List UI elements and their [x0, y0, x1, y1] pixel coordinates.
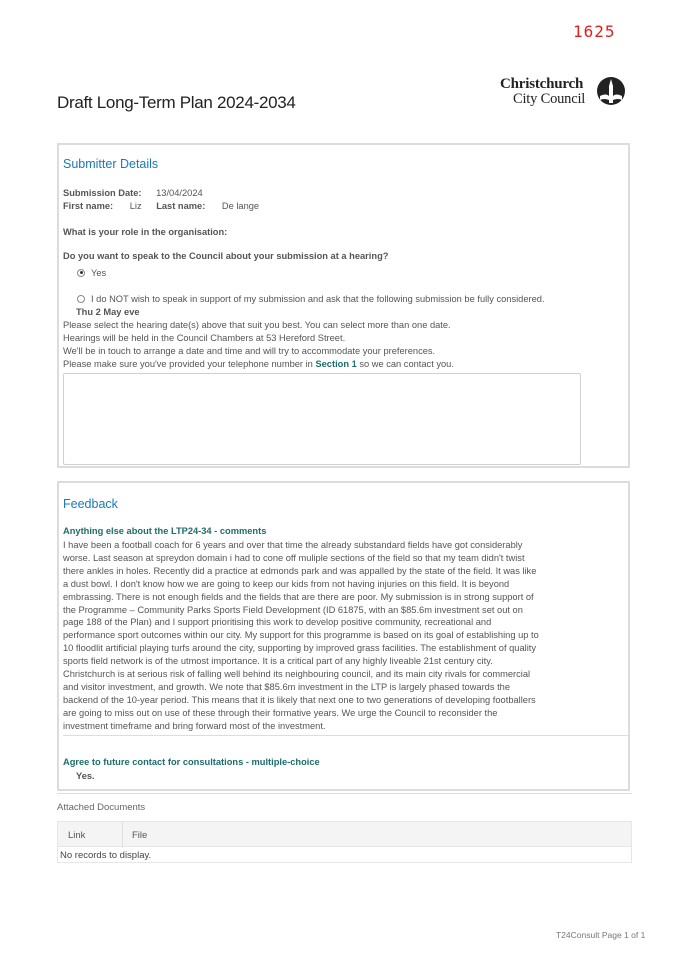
- submission-date-row: [63, 187, 203, 200]
- feedback-panel: [57, 481, 630, 791]
- comment-line: and visitor investment, and growth. We note that $85.6m investment in the LTP is largely phased towards the: [63, 681, 511, 692]
- comment-line: Christchurch is at serious risk of falling well behind its neighbouring council, and its main city rivals for commercial: [63, 669, 531, 680]
- comments-question-title: Anything else about the LTP24-34 - comments: [63, 526, 267, 536]
- comment-line: performance sport outcomes within our city. My support for this programme is based on its goal of establishing up to: [63, 630, 539, 641]
- page-title: Draft Long-Term Plan 2024-2034: [57, 93, 296, 112]
- comment-line: embrassing. There is not enough fields and the fields that are there are poor. My submission is in strong support of: [63, 591, 534, 602]
- radio-selected-icon[interactable]: [77, 269, 85, 277]
- name-row: [63, 200, 259, 213]
- last-name-label: Last name:: [156, 201, 206, 211]
- page-footer: T24Consult Page 1 of 1: [556, 930, 646, 940]
- comment-line: a dust bowl. I don't know how we are going to keep our kids from not having injuries on this field. It is beyond: [63, 578, 510, 589]
- comment-line: there ankles in holes. Recently did a practice at edmonds park and was appalled by the state of the field. It was like: [63, 565, 537, 576]
- comment-line: are going to miss out on use of these through their formative years. We urge the Council to reconsider the: [63, 707, 498, 718]
- submitter-details-panel: [57, 143, 630, 468]
- feedback-divider: [63, 735, 628, 736]
- comment-line: backend of the 10-year period. This means that it is likely that next one to two generations of developing footballers: [63, 694, 536, 705]
- info-line-4-post: so we can contact you.: [356, 359, 454, 369]
- info-line-4-pre: Please make sure you've provided your telephone number in: [63, 359, 316, 369]
- option-yes[interactable]: [77, 267, 106, 280]
- attachments-table-header: [57, 821, 632, 847]
- section-1-link[interactable]: Section 1: [315, 359, 357, 369]
- comment-line: the Programme – Community Parks Sports Field Development (ID 61875, with an $85.6m investment set out on: [63, 604, 523, 615]
- attachments-divider: [57, 793, 632, 794]
- comment-line: 10 floodlit artificial playing turfs around the city, supporting by improved grass facilities. The establishment of quality: [63, 643, 537, 654]
- col-link-header[interactable]: Link: [68, 830, 86, 841]
- info-line-4: [63, 358, 454, 371]
- first-name-value: Liz: [129, 201, 142, 211]
- council-logo: [500, 76, 630, 110]
- hearing-date: Thu 2 May eve: [76, 307, 140, 317]
- last-name-value: De lange: [221, 201, 260, 211]
- radio-unselected-icon[interactable]: [77, 295, 85, 303]
- future-contact-answer: Yes.: [76, 771, 95, 781]
- comments-answer: [63, 539, 575, 733]
- attachments-heading: Attached Documents: [57, 802, 146, 813]
- submission-date-label: Submission Date:: [63, 188, 142, 198]
- comment-line: investment timeframe and bring forward most of the investment.: [63, 720, 326, 731]
- column-separator: [122, 822, 123, 848]
- option-yes-label: Yes: [91, 268, 107, 278]
- comment-line: page 188 of the Plan) and I support prioritising this work to develop positive community, recreational and: [63, 617, 492, 628]
- hearing-comments-textbox[interactable]: [63, 373, 581, 465]
- no-records-row: No records to display.: [57, 847, 632, 863]
- role-question: What is your role in the organisation:: [63, 227, 228, 237]
- option-no[interactable]: [77, 293, 545, 306]
- logo-line-2: City Council: [513, 91, 586, 107]
- feedback-heading: Feedback: [63, 497, 118, 511]
- submission-date-value: 13/04/2024: [156, 188, 203, 198]
- option-no-label: I do NOT wish to speak in support of my submission and ask that the following submission be fully considered.: [91, 294, 545, 304]
- submitter-heading: Submitter Details: [63, 157, 159, 171]
- info-line-1: Please select the hearing date(s) above that suit you best. You can select more than one date.: [63, 320, 451, 330]
- comment-line: sports field network is of the utmost importance. It is a critical part of any highly liveable 21st century city.: [63, 656, 493, 667]
- comment-line: worse. Last season at spreydon domain i had to cone off muliple sections of the field so that my team didn't twist: [63, 552, 525, 563]
- hearing-question: Do you want to speak to the Council about your submission at a hearing?: [63, 251, 389, 261]
- future-contact-question-title: Agree to future contact for consultations - multiple-choice: [63, 757, 320, 767]
- info-line-3: We'll be in touch to arrange a date and time and will try to accommodate your preferences.: [63, 346, 436, 356]
- first-name-label: First name:: [63, 201, 114, 211]
- comment-line: I have been a football coach for 6 years and over that time the already substandard fields have got considerably: [63, 540, 523, 550]
- logo-line-1: Christchurch: [500, 76, 584, 92]
- page-number: 1625: [573, 22, 616, 41]
- info-line-2: Hearings will be held in the Council Chambers at 53 Hereford Street.: [63, 333, 346, 343]
- cathedral-logo-icon: [596, 76, 626, 106]
- col-file-header[interactable]: File: [132, 830, 148, 841]
